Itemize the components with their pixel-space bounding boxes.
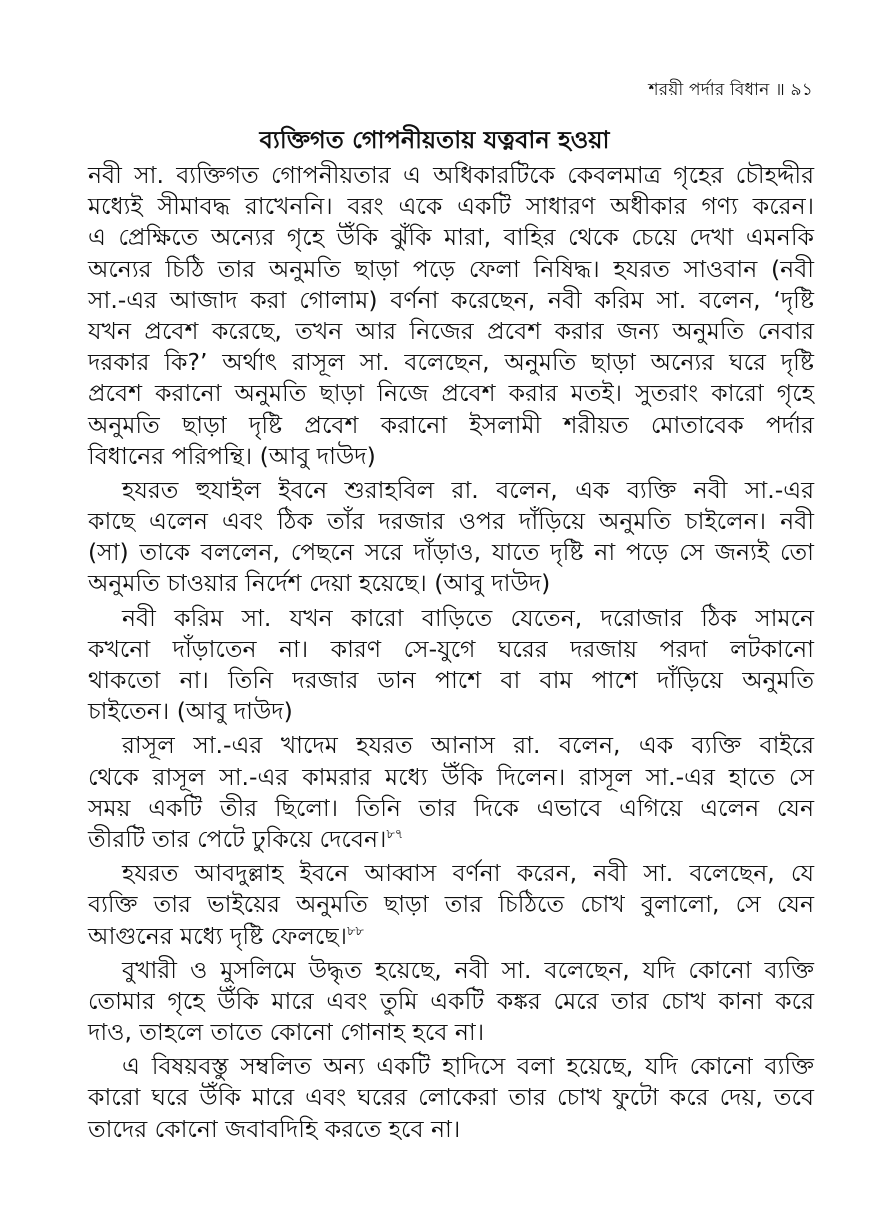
text-line: নবী সা. ব্যক্তিগত গোপনীয়তার এ অধিকারটিকে কেবলমাত্র গৃহের চৌহদ্দীর: [88, 161, 814, 189]
text-line: অনুমতি চাওয়ার নির্দেশ দেয়া হয়েছে। (আবু দাউদ): [88, 569, 551, 598]
text-line-with-footnote: [88, 921, 814, 952]
text-line: কখনো দাঁড়াতেন না। কারণ সে-যুগে ঘরের দরজায় পরদা লটকানো: [88, 634, 814, 663]
body-text: [88, 160, 814, 1145]
text-line: রাসূল সা.-এর খাদেম হযরত আনাস রা. বলেন, এক ব্যক্তি বাইরে: [122, 731, 814, 760]
text-line: থেকে রাসূল সা.-এর কামরার মধ্যে উঁকি দিলেন। রাসূল সা.-এর হাতে সে: [88, 762, 814, 791]
paragraph-5: [88, 858, 814, 952]
text-line: আগুনের মধ্যে দৃষ্টি ফেলছে।: [88, 921, 347, 950]
text-line: হযরত হুযাইল ইবনে শুরাহবিল রা. বলেন, এক ব্যক্তি নবী সা.-এর: [122, 475, 814, 504]
text-line: কাছে এলেন এবং ঠিক তাঁর দরজার ওপর দাঁড়িয়ে অনুমতি চাইলেন। নবী: [88, 507, 814, 536]
paragraph-4: [88, 730, 814, 855]
section-heading: ব্যক্তিগত গোপনীয়তায় যত্নবান হওয়া: [259, 126, 610, 154]
text-line: চাইতেন। (আবু দাউদ): [88, 697, 293, 726]
text-line: মধ্যেই সীমাবদ্ধ রাখেননি। বরং একে একটি সাধারণ অধীকার গণ্য করেন।: [88, 192, 814, 221]
text-line: যখন প্রবেশ করেছে, তখন আর নিজের প্রবেশ করার জন্য অনুমতি নেবার: [88, 316, 814, 345]
text-line: বুখারী ও মুসলিমে উদ্ধৃত হয়েছে, নবী সা. বলেছেন, যদি কোনো ব্যক্তি: [122, 955, 814, 984]
text-line: দাও, তাহলে তাতে কোনো গোনাহ হবে না।: [88, 1018, 485, 1047]
paragraph-1: [88, 160, 814, 472]
footnote-marker: ৮৭: [386, 827, 404, 843]
footnote-marker: ৮৮: [347, 923, 364, 939]
text-line: নবী করিম সা. যখন কারো বাড়িতে যেতেন, দরোজার ঠিক সামনে: [122, 603, 814, 632]
text-line: সা.-এর আজাদ করা গোলাম) বর্ণনা করেছেন, নবী করিম সা. বলেন, ‘দৃষ্টি: [88, 285, 814, 314]
paragraph-7: [88, 1051, 814, 1145]
text-line: হযরত আবদুল্লাহ ইবনে আব্বাস বর্ণনা করেন, নবী সা. বলেছেন, যে: [122, 859, 814, 888]
text-line: তীরটি তার পেটে ঢুকিয়ে দেবেন।: [88, 824, 387, 853]
text-line: প্রবেশ করানো অনুমতি ছাড়া নিজে প্রবেশ করার মতই। সুতরাং কারো গৃহে: [88, 379, 814, 408]
paragraph-6: [88, 955, 814, 1049]
text-line-with-footnote: [88, 824, 814, 855]
text-line: দরকার কি?’ অর্থাৎ রাসূল সা. বলেছেন, অনুমতি ছাড়া অন্যের ঘরে দৃষ্টি: [88, 348, 814, 377]
text-line: সময় একটি তীর ছিলো। তিনি তার দিকে এভাবে এগিয়ে এলেন যেন: [88, 793, 814, 822]
text-line: এ প্রেক্ষিতে অন্যের গৃহে উঁকি ঝুঁকি মারা, বাহির থেকে চেয়ে দেখা এমনকি: [88, 223, 814, 252]
text-line: অনুমতি ছাড়া দৃষ্টি প্রবেশ করানো ইসলামী শরীয়ত মোতাবেক পর্দার: [88, 410, 814, 439]
text-line: অন্যের চিঠি তার অনুমতি ছাড়া পড়ে ফেলা নিষিদ্ধ। হযরত সাওবান (নবী: [88, 254, 814, 283]
text-line: ব্যক্তি তার ভাইয়ের অনুমতি ছাড়া তার চিঠিতে চোখ বুলালো, সে যেন: [88, 890, 814, 919]
text-line: এ বিষয়বস্তু সম্বলিত অন্য একটি হাদিসে বলা হয়েছে, যদি কোনো ব্যক্তি: [122, 1052, 814, 1081]
text-line: থাকতো না। তিনি দরজার ডান পাশে বা বাম পাশে দাঁড়িয়ে অনুমতি: [88, 666, 814, 694]
paragraph-2: [88, 475, 814, 600]
text-line: কারো ঘরে উঁকি মারে এবং ঘরের লোকেরা তার চোখ ফুটো করে দেয়, তবে: [88, 1083, 814, 1112]
paragraph-3: [88, 603, 814, 728]
text-line: (সা) তাকে বললেন, পেছনে সরে দাঁড়াও, যাতে দৃষ্টি না পড়ে সে জন্যই তো: [88, 538, 814, 567]
text-line: বিধানের পরিপন্থি। (আবু দাউদ): [88, 441, 376, 470]
text-line: তোমার গৃহে উঁকি মারে এবং তুমি একটি কঙ্কর মেরে তার চোখ কানা করে: [88, 986, 814, 1015]
running-header: শরয়ী পর্দার বিধান ॥ ৯১: [648, 80, 813, 100]
text-line: তাদের কোনো জবাবদিহি করতে হবে না।: [88, 1114, 461, 1143]
